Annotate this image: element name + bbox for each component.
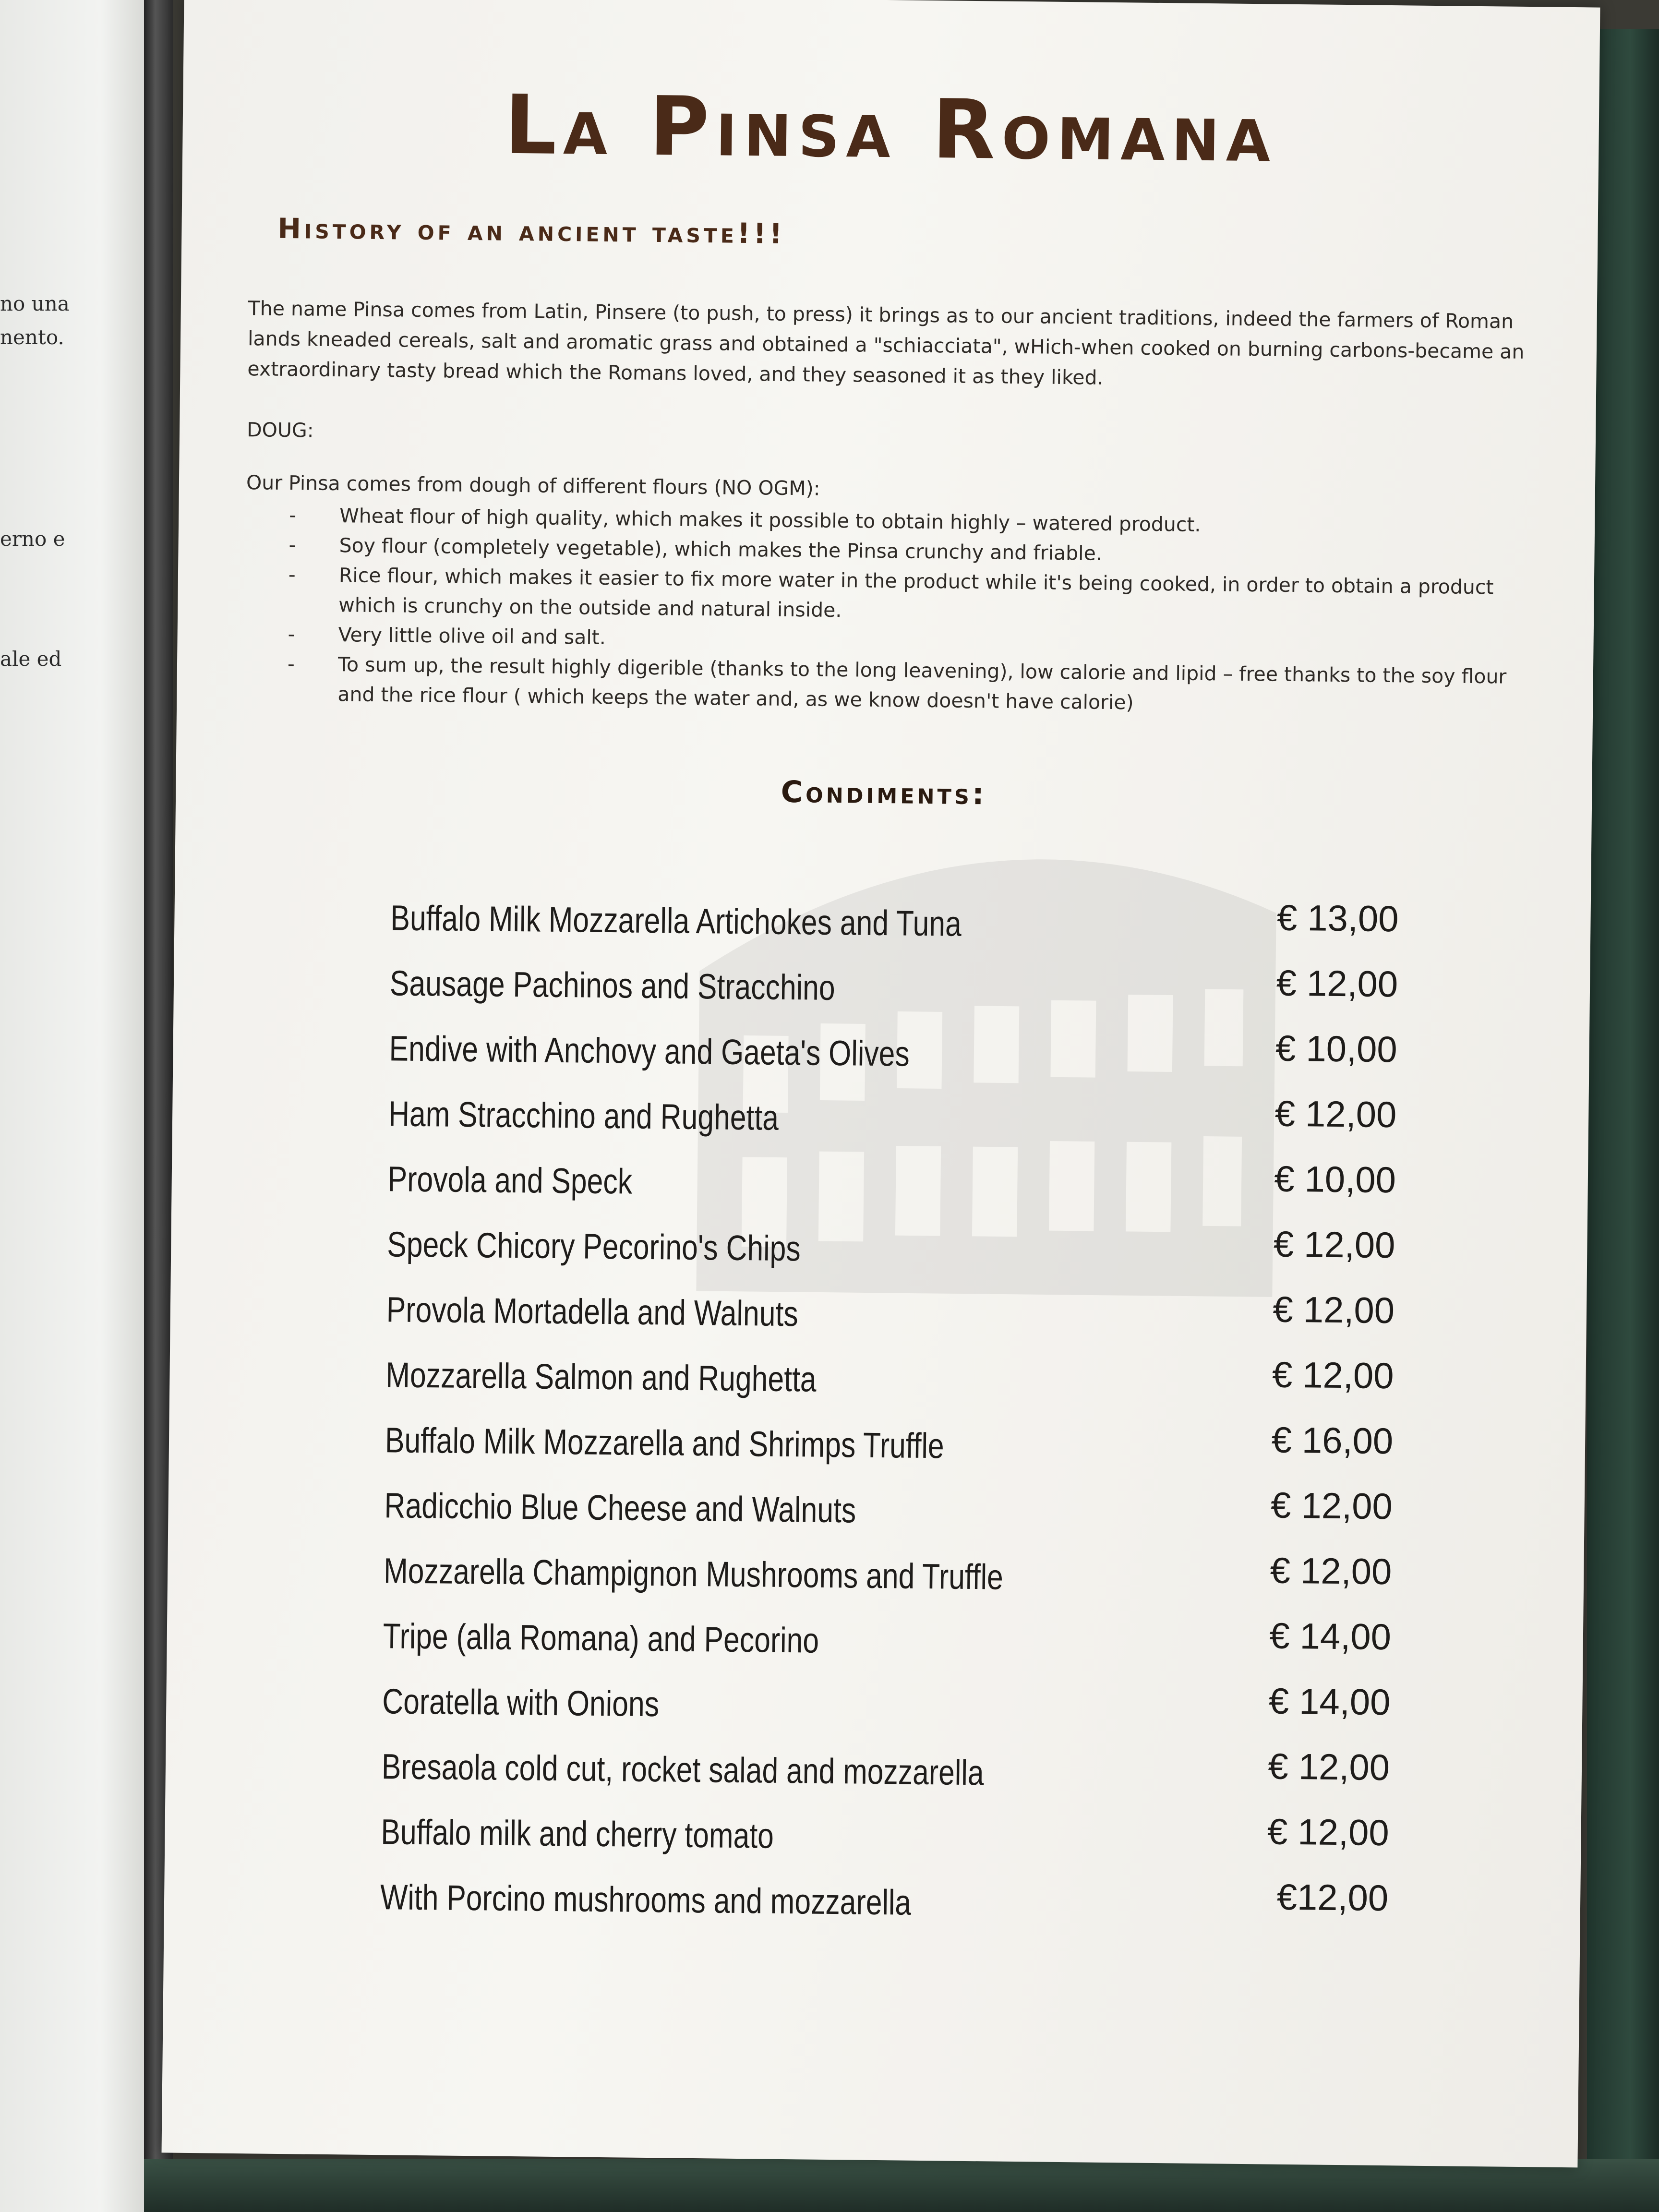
menu-item bbox=[380, 1876, 1388, 1952]
menu-item-name: Mozzarella Champignon Mushrooms and Truffle bbox=[383, 1551, 1004, 1597]
menu-item-name: Provola Mortadella and Walnuts bbox=[386, 1289, 799, 1334]
flour-text: Soy flour (completely vegetable), which makes the Pinsa crunchy and friable. bbox=[339, 534, 1103, 565]
menu-item-name: Sausage Pachinos and Stracchino bbox=[389, 963, 836, 1008]
dough-label: DOUG: bbox=[246, 418, 314, 442]
menu-item-price: € 12,00 bbox=[1268, 1746, 1390, 1789]
list-dash: - bbox=[287, 652, 295, 676]
dough-intro: Our Pinsa comes from dough of different flours (NO OGM): bbox=[246, 471, 820, 500]
menu-item bbox=[384, 1485, 1393, 1561]
menu-item-name: Endive with Anchovy and Gaeta's Olives bbox=[389, 1028, 910, 1074]
menu-item-price: € 12,00 bbox=[1273, 1224, 1395, 1266]
menu-item bbox=[383, 1615, 1391, 1691]
list-dash: - bbox=[289, 504, 297, 527]
menu-item-price: € 16,00 bbox=[1271, 1419, 1394, 1462]
menu-sheet bbox=[162, 0, 1600, 2167]
menu-item-name: Ham Stracchino and Rughetta bbox=[388, 1094, 779, 1138]
menu-item bbox=[386, 1289, 1395, 1365]
menu-item-name: Coratella with Onions bbox=[382, 1681, 660, 1724]
menu-item bbox=[390, 897, 1399, 973]
menu-cover-bottom bbox=[144, 2159, 1659, 2212]
flour-text: Wheat flour of high quality, which makes it possible to obtain highly – watered product. bbox=[339, 504, 1201, 536]
menu-item-name: Tripe (alla Romana) and Pecorino bbox=[383, 1616, 819, 1660]
menu-item bbox=[383, 1550, 1392, 1626]
left-page-text: ale ed bbox=[0, 647, 62, 671]
menu-item-price: € 12,00 bbox=[1273, 1289, 1395, 1332]
menu-item bbox=[382, 1681, 1390, 1756]
condiments-heading: Condiments: bbox=[781, 774, 987, 812]
left-page-text: erno e bbox=[0, 527, 65, 551]
menu-item-price: € 14,00 bbox=[1269, 1615, 1392, 1658]
menu-item-price: € 14,00 bbox=[1268, 1681, 1391, 1723]
menu-item-name: Buffalo Milk Mozzarella and Shrimps Truffle bbox=[385, 1420, 945, 1466]
menu-item bbox=[381, 1746, 1390, 1822]
menu-subtitle: History of an ancient taste!!! bbox=[277, 212, 786, 250]
menu-item bbox=[381, 1811, 1389, 1887]
menu-item-price: € 12,00 bbox=[1270, 1485, 1393, 1527]
menu-title: La Pinsa Romana bbox=[504, 77, 1278, 181]
menu-item-price: € 13,00 bbox=[1276, 897, 1399, 940]
menu-item-name: Speck Chicory Pecorino's Chips bbox=[386, 1224, 801, 1269]
menu-item-price: € 12,00 bbox=[1272, 1354, 1395, 1397]
menu-item-name: Radicchio Blue Cheese and Walnuts bbox=[384, 1485, 856, 1530]
menu-item-name: Buffalo milk and cherry tomato bbox=[381, 1812, 774, 1856]
list-dash: - bbox=[288, 623, 295, 646]
menu-items bbox=[380, 897, 1399, 1952]
list-dash: - bbox=[288, 563, 296, 587]
menu-item-price: € 10,00 bbox=[1275, 1028, 1398, 1070]
menu-item-name: Buffalo Milk Mozzarella Artichokes and Tuna bbox=[390, 898, 962, 944]
menu-item bbox=[389, 962, 1398, 1038]
left-menu-page bbox=[0, 0, 144, 2212]
flour-text: Very little olive oil and salt. bbox=[338, 623, 606, 649]
left-page-text: no una bbox=[0, 292, 70, 315]
history-paragraph: The name Pinsa comes from Latin, Pinsere (to push, to press) it brings as to our ancient traditions, indeed the farmers of Roman lands kneaded cereals, salt and aromatic grass and obtained a "schiacciata", wHich-when cooked on burning carbons-became an extraordinary tasty bread which the Romans loved, and they seasoned it as they liked. bbox=[247, 297, 1525, 389]
menu-item-price: € 12,00 bbox=[1270, 1550, 1392, 1593]
menu-item-price: € 12,00 bbox=[1276, 962, 1398, 1005]
menu-item-name: Mozzarella Salmon and Rughetta bbox=[385, 1355, 817, 1399]
menu-item-price: € 12,00 bbox=[1267, 1811, 1390, 1854]
menu-item bbox=[386, 1224, 1395, 1299]
menu-item-name: Provola and Speck bbox=[387, 1159, 633, 1202]
menu-item bbox=[387, 1158, 1396, 1234]
list-dash: - bbox=[289, 533, 296, 557]
menu-item-price: €12,00 bbox=[1276, 1876, 1389, 1919]
flour-text: Rice flour, which makes it easier to fix more water in the product while it's being cooked, in order to obtain a product which is crunchy on the outside and natural inside. bbox=[338, 564, 1494, 622]
menu-item bbox=[385, 1354, 1394, 1430]
menu-item bbox=[388, 1093, 1396, 1169]
menu-item bbox=[385, 1419, 1393, 1495]
menu-item-name: Bresaola cold cut, rocket salad and mozzarella bbox=[381, 1746, 985, 1793]
menu-cover-edge bbox=[1587, 29, 1659, 2212]
menu-item bbox=[389, 1028, 1397, 1104]
flour-list bbox=[244, 500, 1542, 721]
menu-item-name: With Porcino mushrooms and mozzarella bbox=[380, 1877, 912, 1923]
menu-item-price: € 12,00 bbox=[1274, 1093, 1397, 1136]
flour-text: To sum up, the result highly digerible (thanks to the long leavening), low calorie and lipid – free thanks to the soy flour and the rice flour ( which keeps the water and, as we know doesn't have calorie) bbox=[337, 653, 1507, 714]
menu-item-price: € 10,00 bbox=[1274, 1158, 1396, 1201]
left-page-text: nento. bbox=[0, 325, 64, 349]
